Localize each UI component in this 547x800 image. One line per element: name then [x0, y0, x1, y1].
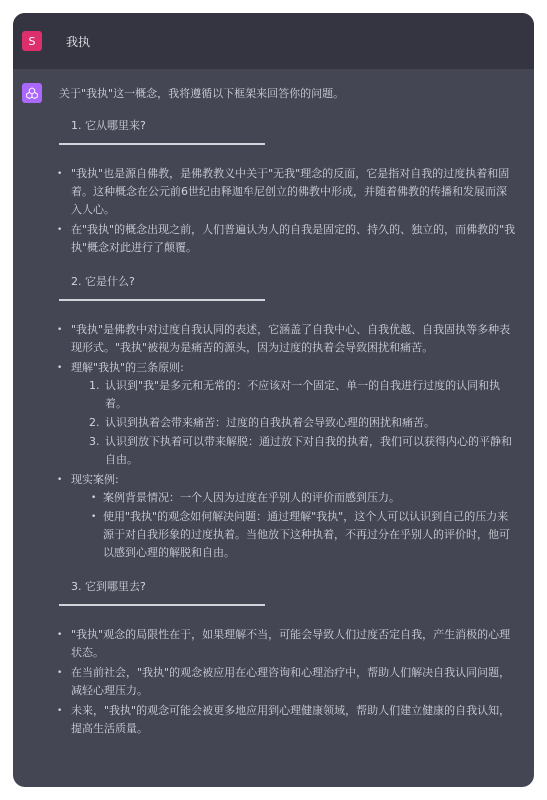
- section-title-1: 1. 它从哪里来?: [71, 119, 146, 132]
- cases-heading: 现实案例:: [71, 473, 119, 486]
- section-title-2: 2. 它是什么?: [71, 275, 135, 288]
- list-item: • "我执"是佛教中对过度自我认同的表述，它涵盖了自我中心、自我优越、自我固执等多种表现形式。"我执"被视为是痛苦的源头，因为过度的执着会导致困扰和痛苦。: [59, 321, 516, 357]
- section-2-list: [59, 321, 516, 562]
- list-item: [59, 471, 516, 562]
- assistant-message-content: [59, 85, 516, 738]
- cases-list: [71, 489, 516, 562]
- intro-text: 关于"我执"这一概念，我将遵循以下框架来回答你的问题。: [59, 87, 345, 100]
- user-avatar-letter: S: [28, 34, 36, 48]
- list-item: • "我执"也是源自佛教，是佛教教义中关于"无我"理念的反面，它是指对自我的过度执着和固着。这种概念在公元前6世纪由释迦牟尼创立的佛教中形成，并随着佛教的传播和发展而深入人心。: [59, 165, 516, 219]
- list-item: • 在"我执"的概念出现之前，人们普遍认为人的自我是固定的、持久的、独立的，而佛教的"我执"概念对此进行了颠覆。: [59, 221, 516, 257]
- user-message-text: 我执: [66, 34, 91, 49]
- user-avatar: [22, 31, 42, 51]
- list-item: • 未来，"我执"的观念可能会被更多地应用到心理健康领域，帮助人们建立健康的自我认知，提高生活质量。: [59, 702, 516, 738]
- list-item: • 使用"我执"的观念如何解决问题：通过理解"我执"，这个人可以认识到自己的压力来源于对自我形象的过度执着。当他放下这种执着，不再过分在乎别人的评价时，他可以感到心理的解脱和自由。: [91, 508, 516, 562]
- list-item: • 在当前社会，"我执"的观念被应用在心理咨询和心理治疗中，帮助人们解决自我认同问题，减轻心理压力。: [59, 664, 516, 700]
- list-item: 2. 认识到执着会带来痛苦：过度的自我执着会导致心理的困扰和痛苦。: [89, 416, 435, 429]
- list-item: 1. 认识到"我"是多元和无常的：不应该对一个固定、单一的自我进行过度的认同和执着。: [89, 379, 501, 410]
- section-1-list: [59, 165, 516, 257]
- list-item: • "我执"观念的局限性在于，如果理解不当，可能会导致人们过度否定自我，产生消极的心理状态。: [59, 626, 516, 662]
- chat-window: [13, 13, 534, 787]
- principles-heading: 理解"我执"的三条原则:: [71, 361, 184, 374]
- list-item: • 案例背景情况：一个人因为过度在乎别人的评价而感到压力。: [91, 489, 516, 507]
- list-item: 3. 认识到放下执着可以带来解脱：通过放下对自我的执着，我们可以获得内心的平静和自由。: [89, 435, 512, 466]
- list-item: [59, 359, 516, 469]
- assistant-message-row: [13, 69, 534, 738]
- section-title-3: 3. 它到哪里去?: [71, 580, 146, 593]
- openai-logo-icon: [22, 83, 42, 103]
- section-3-list: [59, 626, 516, 738]
- principles-list: [71, 377, 516, 469]
- user-message-row: [13, 13, 534, 69]
